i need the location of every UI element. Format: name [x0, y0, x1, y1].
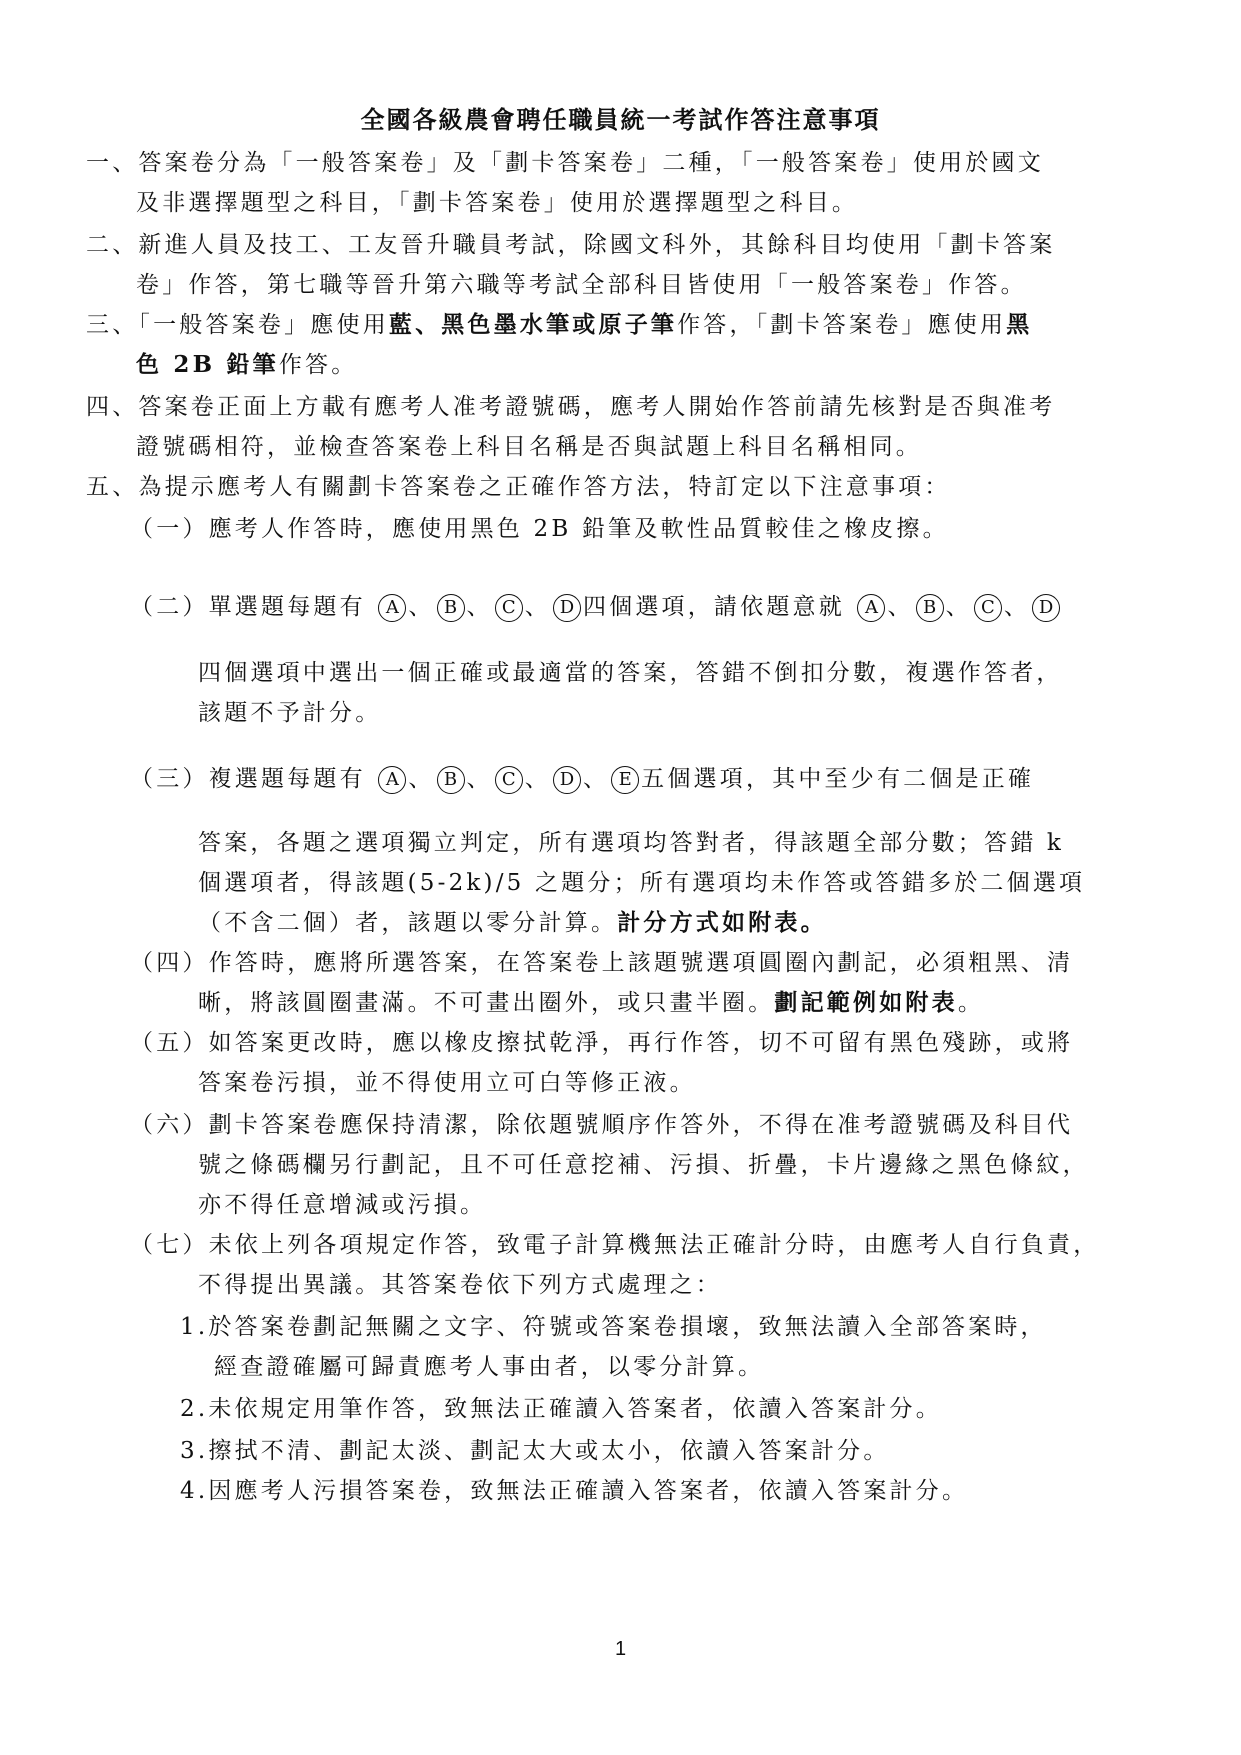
- sub-6-line-1: [130, 1108, 1073, 1142]
- item-3-text-end: 作答。: [278, 352, 358, 378]
- item-4-line-1: [86, 390, 1055, 424]
- option-d-circle: D: [553, 594, 581, 622]
- sub-4-text-2c: 。: [957, 990, 985, 1016]
- item-3-marker: 三、: [86, 312, 139, 338]
- option-separator: 、: [524, 766, 551, 792]
- option-d-circle: D: [553, 766, 581, 794]
- sub-3-text-a: 複選題每題有: [208, 766, 366, 792]
- sub-7-line-2: 不得提出異議。其答案卷依下列方式處理之：: [198, 1272, 722, 1298]
- sub-2-line-3: 該題不予計分。: [198, 700, 382, 726]
- sub-5-line-2: 答案卷污損，並不得使用立可白等修正液。: [198, 1070, 696, 1096]
- option-separator: 、: [945, 594, 972, 620]
- item-1-line-1: [86, 146, 1044, 180]
- item-3-line-1: [86, 308, 1032, 342]
- sub-5-marker: （五）: [130, 1030, 209, 1056]
- option-b-circle: B: [437, 766, 465, 794]
- page-number: 1: [614, 1638, 627, 1660]
- option-b-circle: B: [437, 594, 465, 622]
- option-separator: 、: [582, 766, 610, 792]
- sub-2-marker: （二）: [130, 594, 209, 620]
- option-a-circle: A: [857, 594, 885, 622]
- item-3-text-a: 「一般答案卷」應使用: [138, 312, 389, 338]
- sub-7-line-1: [130, 1228, 1099, 1262]
- item-5-line-1: [86, 470, 951, 504]
- item-2-line-1: [86, 228, 1055, 262]
- item-4-text: 答案卷正面上方載有應考人准考證號碼，應考人開始作答前請先核對是否與准考: [138, 394, 1056, 420]
- item-1-text: 答案卷分為「一般答案卷」及「劃卡答案卷」二種，「一般答案卷」使用於國文: [138, 150, 1044, 176]
- item-4-line-2: 證號碼相符，並檢查答案卷上科目名稱是否與試題上科目名稱相同。: [136, 434, 922, 460]
- sub-4-line-1: [130, 946, 1073, 980]
- sub-4-bold-example: 劃記範例如附表: [774, 989, 958, 1016]
- item-3-bold-black: 黑: [1006, 311, 1033, 338]
- item-3-bold-pencil: 色 2B 鉛筆: [136, 351, 279, 378]
- page-title: 全國各級農會聘任職員統一考試作答注意事項: [360, 105, 881, 134]
- sub-2-text-a: 單選題每題有: [208, 594, 366, 620]
- sub-6-marker: （六）: [130, 1112, 209, 1138]
- sub-4-text: 作答時，應將所選答案，在答案卷上該題號選項圓圈內劃記，必須粗黑、清: [208, 950, 1074, 976]
- option-d-circle: D: [1032, 594, 1060, 622]
- sub-6-text: 劃卡答案卷應保持清潔，除依題號順序作答外，不得在准考證號碼及科目代: [208, 1112, 1074, 1138]
- item-3-text-c: 作答，「劃卡答案卷」應使用: [677, 312, 1007, 338]
- option-b-circle: B: [916, 594, 944, 622]
- item-3-bold-pens: 藍、黑色墨水筆或原子筆: [388, 311, 678, 338]
- option-e-circle: E: [611, 766, 639, 794]
- sub-3-line-2: 答案，各題之選項獨立判定，所有選項均答對者，得該題全部分數；答錯 k: [198, 830, 1065, 856]
- numbered-3-line-1: 3.擦拭不清、劃記太淡、劃記太大或太小，依讀入答案計分。: [180, 1438, 890, 1464]
- option-c-circle: C: [495, 594, 523, 622]
- sub-1-marker: （一）: [130, 516, 209, 542]
- item-3-line-2: [136, 348, 357, 382]
- item-4-marker: 四、: [86, 394, 139, 420]
- sub-2-line-1: [130, 590, 1062, 624]
- item-1-marker: 一、: [86, 150, 139, 176]
- sub-5-text: 如答案更改時，應以橡皮擦拭乾淨，再行作答，切不可留有黑色殘跡，或將: [208, 1030, 1074, 1056]
- item-5-marker: 五、: [86, 474, 139, 500]
- item-2-marker: 二、: [86, 232, 139, 258]
- sub-4-text-2a: 晰，將該圓圈畫滿。不可畫出圈外，或只畫半圈。: [198, 990, 775, 1016]
- sub-7-text: 未依上列各項規定作答，致電子計算機無法正確計分時，由應考人自行負責，: [208, 1232, 1100, 1258]
- sub-2-line-2: 四個選項中選出一個正確或最適當的答案，答錯不倒扣分數，複選作答者，: [198, 660, 1063, 686]
- numbered-1-line-1: 1.於答案卷劃記無關之文字、符號或答案卷損壞，致無法讀入全部答案時，: [180, 1314, 1047, 1340]
- numbered-1-line-2: 經查證確屬可歸責應考人事由者，以零分計算。: [214, 1354, 765, 1380]
- item-5-text: 為提示應考人有關劃卡答案卷之正確作答方法，特訂定以下注意事項：: [138, 474, 951, 500]
- option-separator: 、: [887, 594, 914, 620]
- sub-3-line-1: [130, 762, 1034, 796]
- sub-6-line-3: 亦不得任意增減或污損。: [198, 1192, 487, 1218]
- item-1-line-2: 及非選擇題型之科目，「劃卡答案卷」使用於選擇題型之科目。: [136, 190, 859, 216]
- sub-3-bold-scoring: 計分方式如附表。: [617, 909, 827, 936]
- option-separator: 、: [1003, 594, 1031, 620]
- item-2-text: 新進人員及技工、工友晉升職員考試，除國文科外，其餘科目均使用「劃卡答案: [138, 232, 1056, 258]
- sub-7-marker: （七）: [130, 1232, 209, 1258]
- option-separator: 、: [408, 594, 435, 620]
- item-2-line-2: 卷」作答，第七職等晉升第六職等考試全部科目皆使用「一般答案卷」作答。: [136, 272, 1027, 298]
- option-a-circle: A: [378, 594, 406, 622]
- sub-6-line-2: 號之條碼欄另行劃記，且不可任意挖補、污損、折疊，卡片邊緣之黑色條紋，: [198, 1152, 1089, 1178]
- sub-3-line-3: 個選項者，得該題(5-2k)/5 之題分；所有選項均未作答或答錯多於二個選項: [198, 870, 1086, 896]
- sub-5-line-1: [130, 1026, 1073, 1060]
- option-separator: 、: [524, 594, 551, 620]
- sub-2-text-b: 四個選項，請依題意就: [582, 594, 845, 620]
- numbered-2-line-1: 2.未依規定用筆作答，致無法正確讀入答案者，依讀入答案計分。: [180, 1396, 942, 1422]
- sub-3-line-4: [198, 906, 827, 940]
- option-c-circle: C: [495, 766, 523, 794]
- sub-3-marker: （三）: [130, 766, 209, 792]
- option-separator: 、: [466, 594, 493, 620]
- sub-4-line-2: [198, 986, 984, 1020]
- option-separator: 、: [408, 766, 435, 792]
- numbered-4-line-1: 4.因應考人污損答案卷，致無法正確讀入答案者，依讀入答案計分。: [180, 1478, 969, 1504]
- sub-3-text-b: 五個選項，其中至少有二個是正確: [641, 766, 1035, 792]
- option-separator: 、: [466, 766, 493, 792]
- sub-4-marker: （四）: [130, 950, 209, 976]
- sub-1-line-1: [130, 512, 949, 546]
- sub-3-text-4a: （不含二個）者，該題以零分計算。: [198, 910, 618, 936]
- sub-1-text: 應考人作答時，應使用黑色 2B 鉛筆及軟性品質較佳之橡皮擦。: [208, 516, 949, 542]
- option-a-circle: A: [378, 766, 406, 794]
- option-c-circle: C: [974, 594, 1002, 622]
